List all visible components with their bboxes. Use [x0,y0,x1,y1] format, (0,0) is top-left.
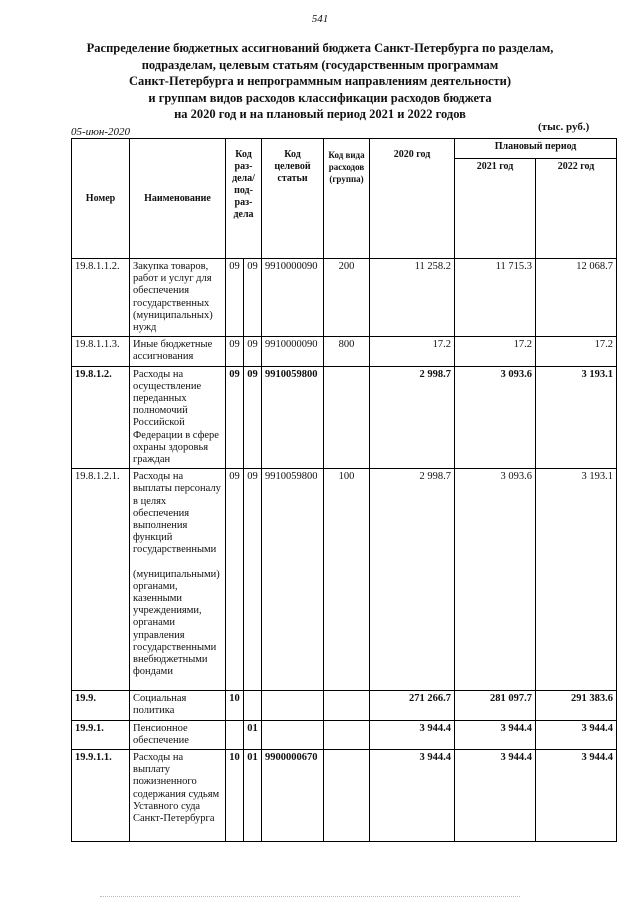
title-line: на 2020 год и на плановый период 2021 и 2022 годов [174,107,466,121]
row-subsection: 01 [244,720,262,749]
budget-table [71,138,617,842]
row-type [324,366,370,469]
row-target [262,691,324,720]
row-subsection: 09 [244,366,262,469]
row-name: Расходы на осуществление переданных полномочий Российской Федерации в сфере охраны здоровья граждан [130,366,226,469]
header-target: Код целевой статьи [262,139,324,259]
table-row [72,691,617,720]
row-section: 10 [226,691,244,720]
row-target: 9910000090 [262,337,324,366]
page-number: 541 [311,13,329,25]
row-section: 09 [226,337,244,366]
row-subsection: 09 [244,469,262,691]
row-2021: 3 944.4 [455,720,536,749]
row-2021: 3 093.6 [455,366,536,469]
row-2020: 3 944.4 [370,720,455,749]
row-section: 09 [226,259,244,337]
row-number: 19.8.1.1.3. [72,337,130,366]
row-2021: 11 715.3 [455,259,536,337]
row-2020: 17.2 [370,337,455,366]
header-name: Наименование [130,139,226,259]
row-target: 9910059800 [262,469,324,691]
row-2022: 12 068.7 [536,259,617,337]
row-2022: 3 944.4 [536,720,617,749]
row-type: 800 [324,337,370,366]
row-2020: 271 266.7 [370,691,455,720]
row-name: Иные бюджетные ассигнования [130,337,226,366]
row-number: 19.8.1.2.1. [72,469,130,691]
row-type [324,720,370,749]
row-number: 19.9.1. [72,720,130,749]
header-2020: 2020 год [370,139,455,259]
row-subsection: 09 [244,259,262,337]
row-number: 19.8.1.2. [72,366,130,469]
row-2020: 2 998.7 [370,469,455,691]
row-target: 9900000670 [262,750,324,842]
row-name: Пенсионное обеспечение [130,720,226,749]
row-number: 19.9.1.1. [72,750,130,842]
row-name-part: Расходы на выплаты персоналу в целях обеспечения выполнения функций государственными [133,471,221,556]
row-target: 9910059800 [262,366,324,469]
table-row [72,366,617,469]
row-2022: 3 193.1 [536,366,617,469]
table-row [72,720,617,749]
table-row [72,750,617,842]
row-section: 10 [226,750,244,842]
row-type [324,750,370,842]
row-name: Закупка товаров, работ и услуг для обеспечения государственных (муниципальных) нужд [130,259,226,337]
row-type: 200 [324,259,370,337]
document-title [60,40,580,123]
row-2021: 3 093.6 [455,469,536,691]
header-planned-period: Плановый период [455,139,617,159]
row-2022: 291 383.6 [536,691,617,720]
units-label: (тыс. руб.) [538,121,590,133]
row-section: 09 [226,469,244,691]
header-number: Номер [72,139,130,259]
scan-edge-marks [100,896,520,899]
header-2022: 2022 год [536,159,617,259]
table-row [72,337,617,366]
row-name [130,469,226,691]
row-subsection [244,691,262,720]
row-2021: 17.2 [455,337,536,366]
row-number: 19.8.1.1.2. [72,259,130,337]
row-name: Социальная политика [130,691,226,720]
row-2021: 281 097.7 [455,691,536,720]
row-2020: 2 998.7 [370,366,455,469]
row-name: Расходы на выплату пожизненного содержания судьям Уставного суда Санкт-Петербурга [130,750,226,842]
table-row [72,469,617,691]
row-2022: 3 944.4 [536,750,617,842]
header-section: Код раз-дела/ под-раз-дела [226,139,262,259]
row-2020: 3 944.4 [370,750,455,842]
row-name-part: (муниципальными) органами, казенными учреждениями, органами управления государственными внебюджетными фондами [133,568,220,678]
header-2021: 2021 год [455,159,536,259]
title-line: и группам видов расходов классификации расходов бюджета [148,90,492,105]
row-2020: 11 258.2 [370,259,455,337]
row-type: 100 [324,469,370,691]
row-target: 9910000090 [262,259,324,337]
row-2022: 3 193.1 [536,469,617,691]
row-section: 09 [226,366,244,469]
row-number: 19.9. [72,691,130,720]
row-type [324,691,370,720]
row-2021: 3 944.4 [455,750,536,842]
row-subsection: 09 [244,337,262,366]
row-section [226,720,244,749]
row-target [262,720,324,749]
title-line: подразделам, целевым статьям (государственным программам [141,57,499,72]
table-row [72,259,617,337]
row-2022: 17.2 [536,337,617,366]
title-line: Санкт-Петербурга и непрограммным направлениям деятельности) [128,74,511,88]
title-line: Распределение бюджетных ассигнований бюджета Санкт-Петербурга по разделам, [86,41,554,55]
document-date: 05-июн-2020 [71,126,131,138]
header-expense-type: Код вида расходов (группа) [324,139,370,259]
row-subsection: 01 [244,750,262,842]
